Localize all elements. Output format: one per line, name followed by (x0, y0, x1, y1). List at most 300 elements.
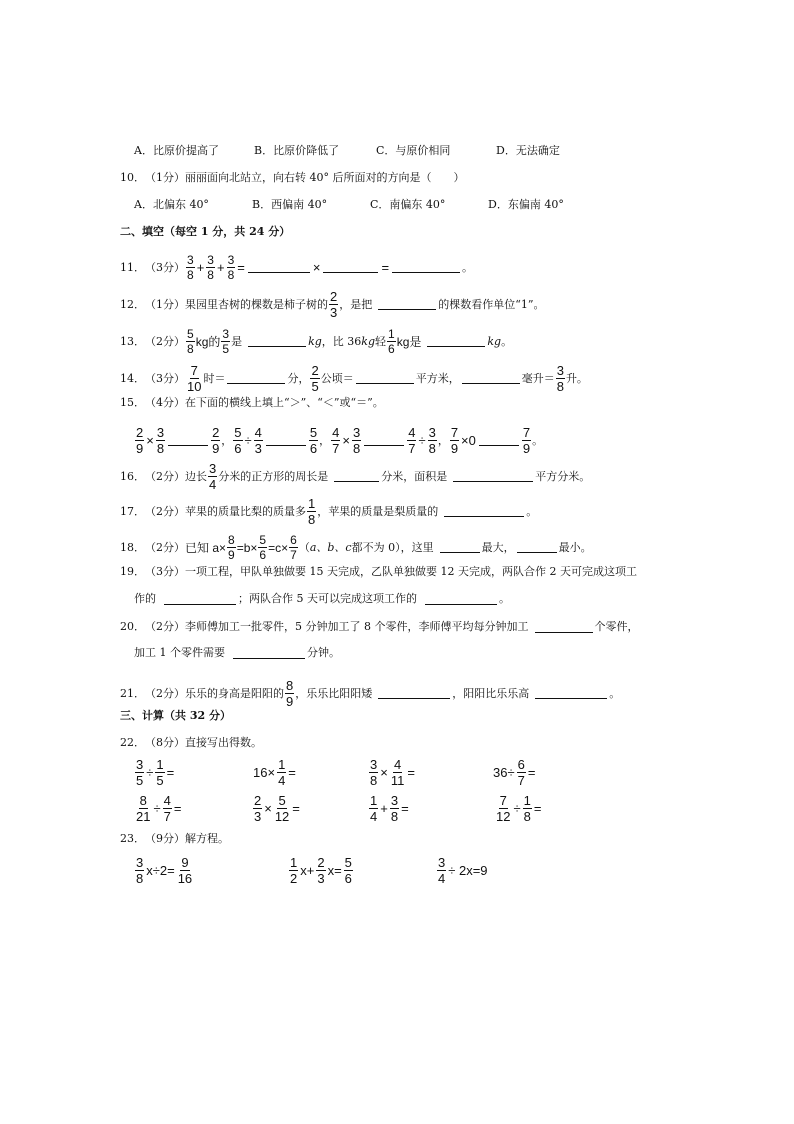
q10-option-b: B．西偏南 40° (252, 198, 328, 211)
q19-points: （3分） (145, 565, 185, 578)
q11 (120, 254, 760, 281)
divide-sign: ÷ (244, 432, 252, 448)
denominator: 5 (156, 773, 164, 788)
fraction (428, 426, 437, 455)
q20-points: （2分） (145, 620, 185, 633)
q22-number: 22． (120, 736, 145, 749)
q21 (120, 679, 760, 708)
denominator: 4 (438, 871, 446, 886)
q12-points: （1分） (145, 297, 185, 311)
times-sign: × (312, 259, 321, 275)
fraction (155, 758, 164, 787)
q18-text-1: 已知 a× (185, 540, 227, 555)
numerator: 5 (187, 327, 194, 341)
fraction (156, 426, 165, 455)
denominator: 4 (278, 773, 286, 788)
q17-blank[interactable] (444, 506, 524, 517)
times-sign: × (380, 765, 388, 780)
fraction (177, 856, 193, 885)
q16-text-4: 平方分米。 (535, 469, 591, 483)
q23-stem (120, 832, 760, 846)
q18-blank-1[interactable] (440, 542, 480, 553)
q10-options (134, 198, 774, 212)
numerator: 6 (290, 533, 297, 547)
denominator: 7 (332, 441, 340, 456)
prefix-expression: 36÷ (493, 765, 515, 780)
q14-blank-3[interactable] (462, 373, 520, 384)
numerator: 5 (309, 425, 318, 440)
fraction (135, 856, 144, 885)
q15-text: 在下面的横线上填上“＞”、“＜”或“＝”。 (185, 396, 384, 409)
q11-blank-1[interactable] (248, 262, 310, 273)
q15-blank-1[interactable] (168, 435, 208, 446)
numerator: 3 (428, 425, 436, 440)
q22-item-8 (494, 794, 542, 823)
q16-number: 16． (120, 469, 145, 483)
numerator: 8 (228, 533, 235, 547)
q9-option-b: B．比原价降低了 (254, 144, 340, 157)
numerator: 3 (222, 327, 230, 341)
section-2-heading: 二、填空（每空 1 分，共 24 分） (120, 225, 291, 238)
fraction (344, 856, 353, 885)
numerator: 1 (308, 496, 316, 511)
denominator: 9 (228, 548, 235, 562)
q14-text-2: 分， (287, 371, 310, 385)
numerator: 3 (136, 855, 144, 870)
q10-option-c: C．南偏东 40° (370, 198, 446, 211)
q9-option-a: A．比原价提高了 (134, 144, 219, 157)
numerator: 9 (181, 855, 189, 870)
denominator: 5 (222, 342, 230, 356)
denominator: 7 (163, 809, 171, 824)
q22-item-7 (368, 794, 410, 823)
q13 (120, 328, 760, 355)
q13-text-3: ，比 36 (321, 334, 362, 348)
denominator: 4 (209, 477, 217, 492)
equals-sign: = (166, 765, 175, 780)
q22-item-4 (492, 758, 536, 787)
q19-text-1: 一项工程，甲队单独做要 15 天完成，乙队单独做要 12 天完成，两队合作 2 天可完成这项工 (185, 565, 637, 578)
comma: ， (319, 433, 331, 447)
numerator: 2 (254, 793, 262, 808)
numerator: 2 (212, 425, 220, 440)
prefix-expression: 16× (253, 765, 276, 780)
period: 。 (501, 334, 513, 348)
q13-text-2: 是 (231, 334, 243, 348)
fraction (522, 426, 531, 455)
denominator: 6 (234, 441, 242, 456)
denominator: 8 (352, 441, 361, 456)
fraction (135, 794, 151, 823)
q15-row (134, 426, 774, 455)
q19-line-2 (134, 592, 774, 606)
q20-line-2 (134, 646, 774, 660)
numerator: 3 (227, 253, 235, 267)
divide-sign: ÷ (513, 801, 521, 816)
numerator: 3 (556, 363, 564, 378)
denominator: 8 (227, 268, 235, 282)
q17-text-2: ，苹果的质量是梨质量的 (317, 504, 439, 518)
denominator: 16 (177, 871, 193, 886)
q13-fraction-2 (221, 328, 230, 355)
denominator: 2 (290, 871, 298, 886)
numerator: 1 (156, 757, 164, 772)
period: 。 (462, 260, 474, 274)
q13-points: （2分） (145, 334, 185, 348)
q16-blank-1[interactable] (334, 471, 379, 482)
q20-line-1 (120, 620, 760, 634)
q10-option-d: D．东偏南 40° (488, 198, 564, 211)
denominator: 7 (408, 441, 416, 456)
fraction (316, 856, 325, 885)
denominator: 6 (309, 441, 318, 456)
fraction (517, 758, 526, 787)
denominator: 3 (317, 871, 325, 886)
q12-text-1: 果园里杏树的棵数是柿子树的 (185, 297, 328, 311)
numerator: 3 (156, 425, 165, 440)
q14-points: （3分） (145, 371, 185, 385)
fraction (495, 794, 511, 823)
q16-text-1: 边长 (185, 469, 207, 483)
denominator: 8 (556, 379, 564, 394)
q13-fraction-1 (186, 328, 195, 355)
fraction (390, 758, 406, 787)
q10-text: （1分）丽丽面向北站立，向右转 40° 后所面对的方向是（ ） (145, 171, 465, 184)
q13-text-1: kg的 (195, 334, 221, 349)
numerator: 7 (190, 363, 198, 378)
numerator: 8 (286, 678, 294, 693)
denominator: 6 (388, 342, 395, 356)
denominator: 10 (187, 379, 202, 394)
q9-option-d: D．无法确定 (496, 144, 560, 157)
numerator: 4 (408, 425, 416, 440)
q19-blank-1[interactable] (164, 594, 236, 605)
equals-sign: = (237, 259, 245, 275)
q14-blank-1[interactable] (227, 373, 285, 384)
q18-number: 18． (120, 540, 145, 554)
numerator: 1 (388, 327, 395, 341)
plus-sign: + (216, 259, 225, 275)
section-3-heading: 三、计算（共 32 分） (120, 709, 231, 722)
equals-sign: = (533, 801, 542, 816)
times-zero: ×0 (461, 432, 476, 448)
fraction (277, 758, 286, 787)
q20-text-1: 李师傅加工一批零件，5 分钟加工了 8 个零件，李师傅平均每分钟加工 (185, 620, 529, 633)
numerator: 1 (523, 793, 531, 808)
equals-sign: = (401, 801, 409, 816)
q18 (120, 534, 760, 561)
fraction (163, 794, 172, 823)
q10-option-a: A．北偏东 40° (134, 198, 209, 211)
denominator: 9 (522, 441, 531, 456)
q18-variables: a、b、c (309, 540, 352, 554)
equals-sign: = (407, 765, 415, 780)
q17-number: 17． (120, 504, 145, 518)
denominator: 6 (344, 871, 352, 886)
q9-option-c: C．与原价相同 (376, 144, 451, 157)
q17-points: （2分） (145, 504, 185, 518)
fraction (407, 426, 416, 455)
plus-sign: + (380, 801, 388, 816)
q11-fraction-3 (227, 254, 236, 281)
equals-sign: = (527, 765, 536, 780)
q21-text-1: 乐乐的身高是阳阳的 (185, 686, 284, 700)
q22-item-2 (252, 758, 297, 787)
equation-text: ÷ 2x=9 (448, 863, 488, 878)
q22-item-6 (252, 794, 301, 823)
q14-blank-2[interactable] (356, 373, 414, 384)
q19-blank-2[interactable] (425, 594, 497, 605)
denominator: 4 (370, 809, 378, 824)
equals-sign: = (381, 259, 390, 275)
q11-fraction-2 (206, 254, 215, 281)
divide-sign: ÷ (153, 801, 161, 816)
fraction (289, 856, 298, 885)
comma: ， (437, 433, 449, 447)
numerator: 4 (393, 757, 402, 772)
q11-number: 11． (120, 260, 145, 274)
denominator: 5 (136, 773, 144, 788)
q17-fraction (307, 497, 316, 526)
q22-item-5 (134, 794, 182, 823)
fraction (274, 794, 290, 823)
fraction (352, 426, 361, 455)
q18-blank-2[interactable] (517, 542, 557, 553)
times-sign: × (264, 801, 272, 816)
fraction (309, 426, 318, 455)
q21-blank-1[interactable] (378, 688, 450, 699)
numerator: 5 (259, 533, 267, 547)
denominator: 8 (156, 441, 165, 456)
denominator: 6 (259, 548, 267, 562)
q13-blank-2[interactable] (427, 336, 485, 347)
q12-text-2: ，是把 (339, 297, 373, 311)
denominator: 9 (136, 441, 144, 456)
denominator: 8 (308, 512, 316, 527)
q13-fraction-3 (387, 328, 396, 355)
numerator: 6 (517, 757, 525, 772)
period: 。 (526, 504, 538, 518)
denominator: 8 (187, 342, 194, 356)
q20-blank-1[interactable] (535, 622, 593, 633)
q11-blank-3[interactable] (392, 262, 460, 273)
q15-stem (120, 396, 760, 410)
unit-kg: kg (308, 334, 322, 348)
q20-blank-2[interactable] (233, 648, 305, 659)
q22-points: （8分） (145, 736, 185, 749)
q11-fraction-1 (186, 254, 195, 281)
equals-sign: = (173, 801, 182, 816)
equals-sign: = (292, 801, 300, 816)
denominator: 9 (450, 441, 459, 456)
q18-text-4: （ (298, 540, 310, 554)
q22-item-3 (368, 758, 416, 787)
q12-fraction (329, 290, 338, 319)
denominator: 8 (187, 268, 194, 282)
q16-fraction (208, 462, 217, 491)
q23-equation-2 (288, 856, 354, 885)
q16-blank-2[interactable] (453, 471, 533, 482)
q14 (120, 364, 760, 393)
numerator: 5 (344, 855, 352, 870)
q14-text-4: 平方米， (415, 371, 460, 385)
fraction (437, 856, 446, 885)
q14-text-6: 升。 (565, 371, 588, 385)
q19-text-3: ；两队合作 5 天可以完成这项工作的 (238, 592, 417, 605)
numerator: 3 (187, 253, 194, 267)
denominator: 9 (286, 694, 294, 709)
numerator: 4 (332, 425, 340, 440)
numerator: 3 (438, 855, 446, 870)
denominator: 3 (254, 441, 262, 456)
q18-text-6: 最大， (481, 540, 515, 554)
fraction (254, 426, 263, 455)
equation-text: x= (327, 863, 342, 878)
numerator: 7 (450, 425, 459, 440)
fraction (233, 426, 242, 455)
equation-text: x÷2= (146, 863, 175, 878)
fraction (135, 426, 144, 455)
q15-blank-3[interactable] (364, 435, 404, 446)
q19-number: 19． (120, 565, 145, 578)
q23-points: （9分） (145, 832, 185, 845)
q22-stem (120, 736, 760, 750)
numerator: 3 (207, 253, 214, 267)
q12-number: 12． (120, 297, 145, 311)
q10-number: 10． (120, 171, 145, 184)
numerator: 3 (352, 425, 361, 440)
numerator: 3 (209, 461, 217, 476)
numerator: 1 (278, 757, 286, 772)
q12-text-3: 的棵数看作单位“1”。 (438, 297, 545, 311)
numerator: 2 (136, 425, 144, 440)
q19-text-2: 作的 (134, 592, 156, 605)
denominator: 7 (517, 773, 525, 788)
q23-text: 解方程。 (185, 832, 229, 845)
q15-blank-4[interactable] (479, 435, 519, 446)
q14-text-1: 时＝ (203, 371, 226, 385)
q14-fraction-1 (186, 364, 202, 393)
period: 。 (499, 592, 510, 605)
divide-sign: ÷ (146, 765, 154, 780)
q18-fraction-1 (227, 534, 236, 561)
equals-sign: = (288, 765, 296, 780)
numerator: 2 (317, 855, 325, 870)
denominator: 8 (523, 809, 531, 824)
comma: ， (221, 433, 233, 447)
numerator: 4 (254, 425, 262, 440)
plus-sign: + (196, 259, 205, 275)
divide-sign: ÷ (418, 432, 426, 448)
fraction (331, 426, 340, 455)
denominator: 7 (290, 548, 297, 562)
q20-number: 20． (120, 620, 145, 633)
times-sign: × (146, 432, 154, 448)
unit-kg: kg (361, 334, 375, 348)
period: 。 (609, 686, 621, 700)
q16 (120, 462, 760, 491)
q18-text-2: =b× (236, 540, 258, 555)
q12 (120, 290, 760, 319)
numerator: 1 (370, 793, 378, 808)
q11-points: （3分） (145, 260, 185, 274)
numerator: 7 (499, 793, 507, 808)
numerator: 3 (370, 757, 378, 772)
q18-text-5: 都不为 0），这里 (351, 540, 434, 554)
q22-item-1 (134, 758, 175, 787)
denominator: 9 (212, 441, 220, 456)
q16-text-3: 分米，面积是 (381, 469, 448, 483)
denominator: 3 (254, 809, 262, 824)
q23-number: 23． (120, 832, 145, 845)
q10-stem (120, 171, 760, 185)
fraction (390, 794, 399, 823)
q15-blank-2[interactable] (266, 435, 306, 446)
q14-text-3: 公顷＝ (320, 371, 354, 385)
q18-points: （2分） (145, 540, 185, 554)
q20-text-3: 加工 1 个零件需要 (134, 646, 225, 659)
q21-number: 21． (120, 686, 145, 700)
fraction (523, 794, 532, 823)
denominator: 12 (496, 809, 511, 824)
q21-blank-2[interactable] (535, 688, 607, 699)
q14-number: 14． (120, 371, 145, 385)
q12-blank[interactable] (378, 299, 436, 310)
fraction (135, 758, 144, 787)
q14-fraction-3 (556, 364, 565, 393)
q20-text-2: 个零件， (594, 620, 639, 633)
denominator: 8 (136, 871, 144, 886)
fraction (450, 426, 459, 455)
denominator: 8 (428, 441, 436, 456)
numerator: 3 (136, 757, 144, 772)
q18-fraction-3 (289, 534, 298, 561)
numerator: 5 (278, 793, 286, 808)
q13-blank-1[interactable] (248, 336, 306, 347)
q21-text-2: ，乐乐比阳阳矮 (295, 686, 373, 700)
denominator: 5 (311, 379, 319, 394)
q22-text: 直接写出得数。 (185, 736, 262, 749)
q18-fraction-2 (258, 534, 267, 561)
q15-points: （4分） (145, 396, 185, 409)
q23-equation-3 (436, 856, 489, 885)
q15-number: 15． (120, 396, 145, 409)
numerator: 5 (234, 425, 242, 440)
q13-text-4: 轻 (375, 334, 386, 348)
q9-options (134, 144, 774, 158)
denominator: 12 (274, 809, 290, 824)
q13-text-5: kg是 (396, 334, 422, 349)
numerator: 1 (290, 855, 298, 870)
q18-text-3: =c× (268, 540, 289, 555)
denominator: 8 (370, 773, 378, 788)
denominator: 3 (330, 305, 338, 320)
q14-fraction-2 (310, 364, 319, 393)
denominator: 21 (136, 809, 151, 824)
unit-kg: kg (487, 334, 502, 348)
numerator: 2 (311, 363, 319, 378)
numerator: 8 (139, 793, 147, 808)
q16-text-2: 分米的正方形的周长是 (218, 469, 329, 483)
denominator: 11 (390, 773, 405, 788)
q21-fraction (285, 679, 294, 708)
q14-text-5: 毫升＝ (521, 371, 555, 385)
equation-text: x+ (300, 863, 315, 878)
denominator: 8 (390, 809, 399, 824)
q11-blank-2[interactable] (323, 262, 378, 273)
denominator: 8 (207, 268, 214, 282)
numerator: 2 (330, 289, 338, 304)
